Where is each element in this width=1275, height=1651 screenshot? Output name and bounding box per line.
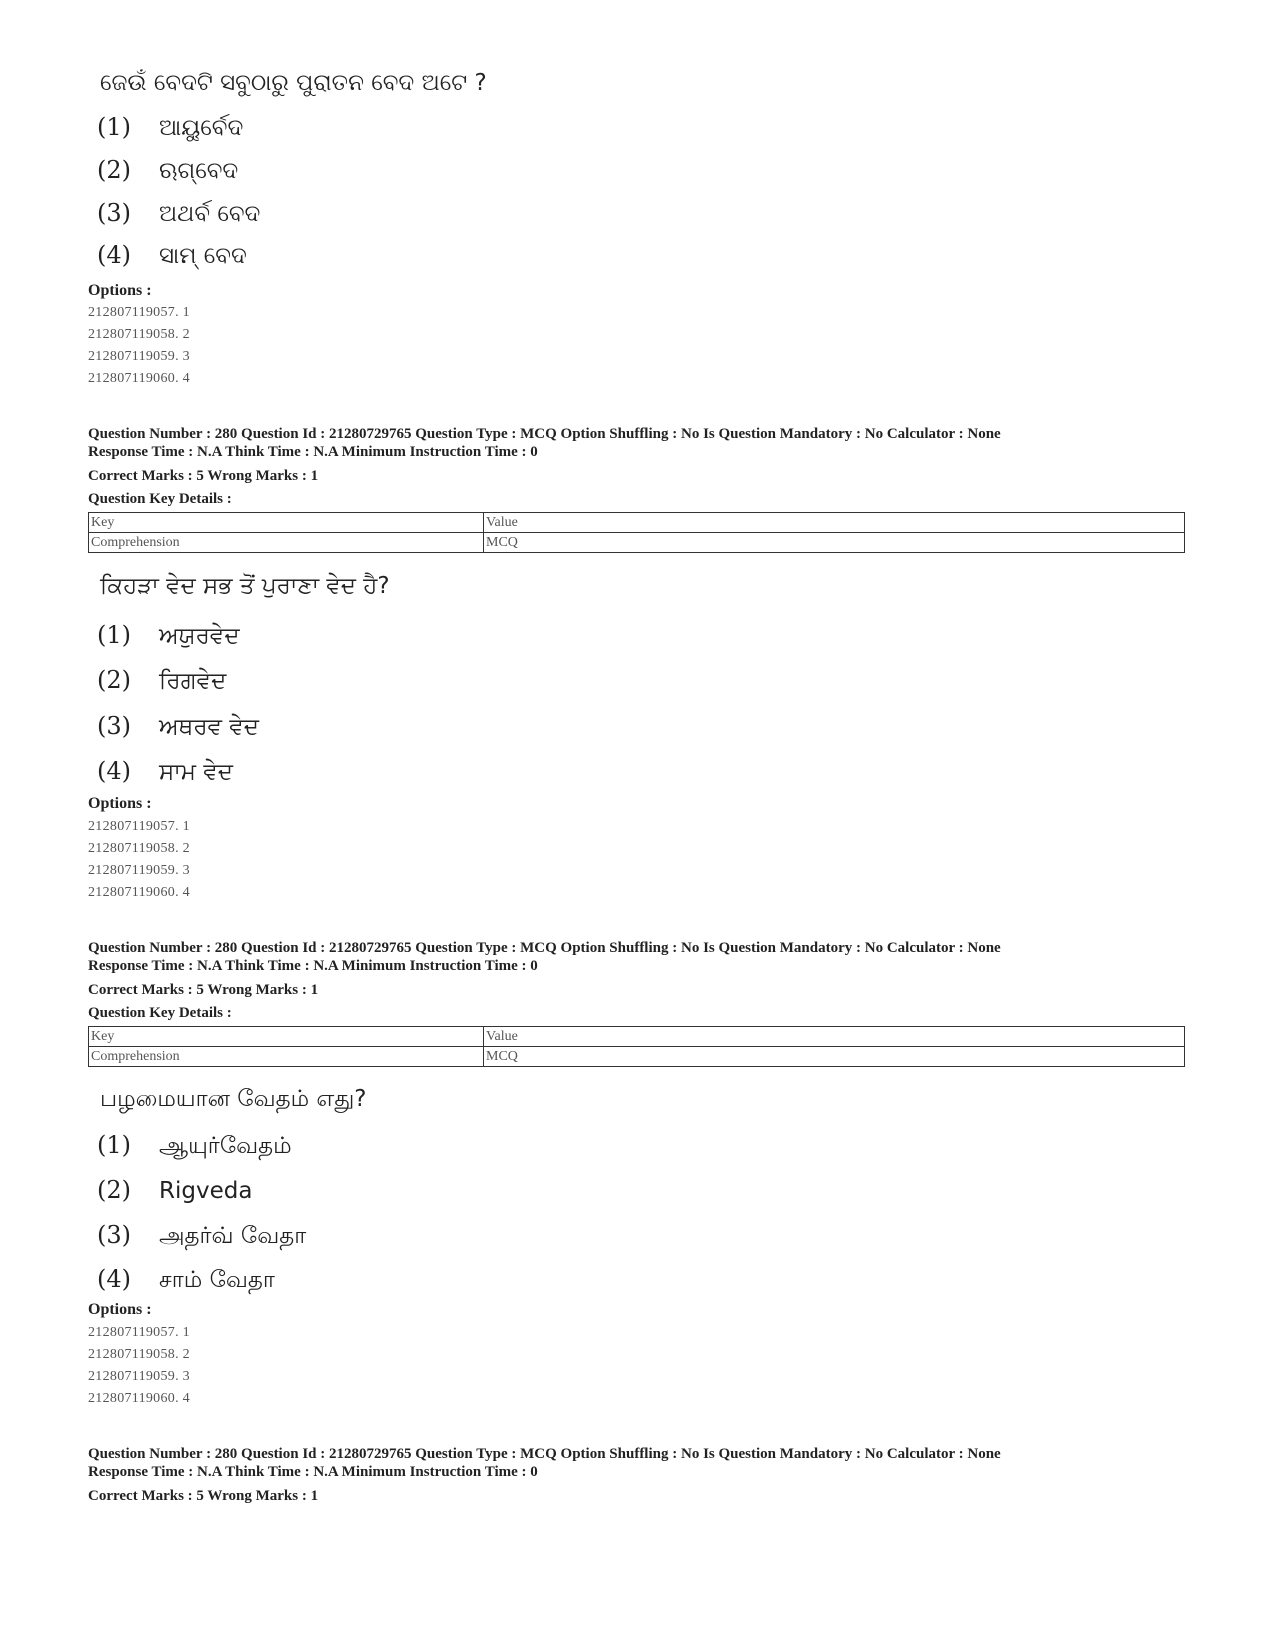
option-id-line: 212807119059. 3 (88, 863, 190, 878)
table-header-row (89, 513, 1185, 533)
options-heading: Options : (88, 1301, 152, 1318)
option-id-line: 212807119057. 1 (88, 305, 190, 320)
question-meta-line: Response Time : N.A Think Time : N.A Minimum Instruction Time : 0 (88, 444, 538, 460)
table-row (89, 1047, 1185, 1067)
question-text-punjabi: ਕਿਹੜਾ ਵੇਦ ਸਭ ਤੋਂ ਪੁਰਾਣਾ ਵੇਦ ਹੈ? (100, 573, 390, 599)
option-number: (4) (97, 1265, 131, 1293)
table-cell: Value (484, 513, 1185, 533)
option-label: ਅਯੁਰਵੇਦ (159, 623, 240, 649)
option-label: ଅଥର୍ବ ବେଦ (159, 201, 261, 227)
option-2 (97, 666, 226, 694)
option-label: ଆୟୁର୍ବେଦ (159, 115, 244, 141)
option-4 (97, 241, 247, 269)
option-label: ସାମ୍ ବେଦ (159, 243, 247, 269)
option-label: Rigveda (159, 1178, 253, 1204)
option-id-line: 212807119060. 4 (88, 371, 190, 386)
option-id-line: 212807119057. 1 (88, 1325, 190, 1340)
option-3 (97, 1221, 306, 1252)
question-meta-line: Response Time : N.A Think Time : N.A Minimum Instruction Time : 0 (88, 958, 538, 974)
option-number: (4) (97, 241, 131, 269)
option-1 (97, 621, 240, 649)
option-2 (97, 156, 238, 184)
table-cell: Key (89, 513, 484, 533)
option-3 (97, 199, 260, 227)
option-number: (3) (97, 199, 131, 227)
marks-line: Correct Marks : 5 Wrong Marks : 1 (88, 1488, 319, 1504)
option-label: அதர்வ் வேதா (159, 1223, 307, 1249)
question-text-tamil: பழமையான வேதம் எது? (100, 1086, 367, 1112)
table-row (89, 533, 1185, 553)
table-cell: Comprehension (89, 1047, 484, 1067)
option-2 (97, 1176, 252, 1204)
table-cell: MCQ (484, 533, 1185, 553)
option-label: ஆயுர்வேதம் (159, 1133, 292, 1159)
option-number: (1) (97, 113, 131, 141)
option-id-line: 212807119058. 2 (88, 327, 190, 342)
option-id-line: 212807119060. 4 (88, 1391, 190, 1406)
marks-line: Correct Marks : 5 Wrong Marks : 1 (88, 468, 319, 484)
option-number: (3) (97, 712, 131, 740)
table-header-row (89, 1027, 1185, 1047)
table-cell: MCQ (484, 1047, 1185, 1067)
option-id-line: 212807119058. 2 (88, 1347, 190, 1362)
option-number: (1) (97, 1131, 131, 1159)
options-heading: Options : (88, 795, 152, 812)
option-label: ਰਿਗਵੇਦ (159, 668, 227, 694)
option-id-line: 212807119060. 4 (88, 885, 190, 900)
options-heading: Options : (88, 282, 152, 299)
table-cell: Key (89, 1027, 484, 1047)
question-meta-line: Response Time : N.A Think Time : N.A Minimum Instruction Time : 0 (88, 1464, 538, 1480)
option-label: சாம் வேதா (159, 1267, 275, 1293)
option-number: (2) (97, 156, 131, 184)
option-number: (3) (97, 1221, 131, 1249)
option-id-line: 212807119059. 3 (88, 1369, 190, 1384)
option-3 (97, 712, 259, 740)
option-id-line: 212807119057. 1 (88, 819, 190, 834)
option-4 (97, 1265, 275, 1296)
option-1 (97, 1131, 292, 1162)
table-cell: Comprehension (89, 533, 484, 553)
option-number: (4) (97, 757, 131, 785)
question-meta-line: Question Number : 280 Question Id : 21280729765 Question Type : MCQ Option Shuffling : No Is Question Mandatory : No Calculator : None (88, 426, 1001, 442)
option-number: (1) (97, 621, 131, 649)
key-details-table (88, 512, 1185, 553)
question-meta-line: Question Number : 280 Question Id : 21280729765 Question Type : MCQ Option Shuffling : No Is Question Mandatory : No Calculator : None (88, 1446, 1001, 1462)
option-number: (2) (97, 1176, 131, 1204)
table-cell: Value (484, 1027, 1185, 1047)
option-label: ਅਥਰਵ ਵੇਦ (159, 714, 259, 740)
key-details-heading: Question Key Details : (88, 491, 232, 507)
marks-line: Correct Marks : 5 Wrong Marks : 1 (88, 982, 319, 998)
key-details-heading: Question Key Details : (88, 1005, 232, 1021)
question-text-odia: ଜେଉଁ ବେଦଟି ସବୁଠାରୁ ପୁରାତନ ବେଦ ଅଟେ ? (100, 70, 487, 96)
option-number: (2) (97, 666, 131, 694)
option-label: ਸਾਮ ਵੇਦ (159, 759, 233, 785)
option-id-line: 212807119059. 3 (88, 349, 190, 364)
question-meta-line: Question Number : 280 Question Id : 21280729765 Question Type : MCQ Option Shuffling : No Is Question Mandatory : No Calculator : None (88, 940, 1001, 956)
option-label: ଋଗ୍ବେଦ (159, 158, 239, 184)
key-details-table (88, 1026, 1185, 1067)
option-id-line: 212807119058. 2 (88, 841, 190, 856)
option-1 (97, 113, 243, 141)
option-4 (97, 757, 233, 785)
